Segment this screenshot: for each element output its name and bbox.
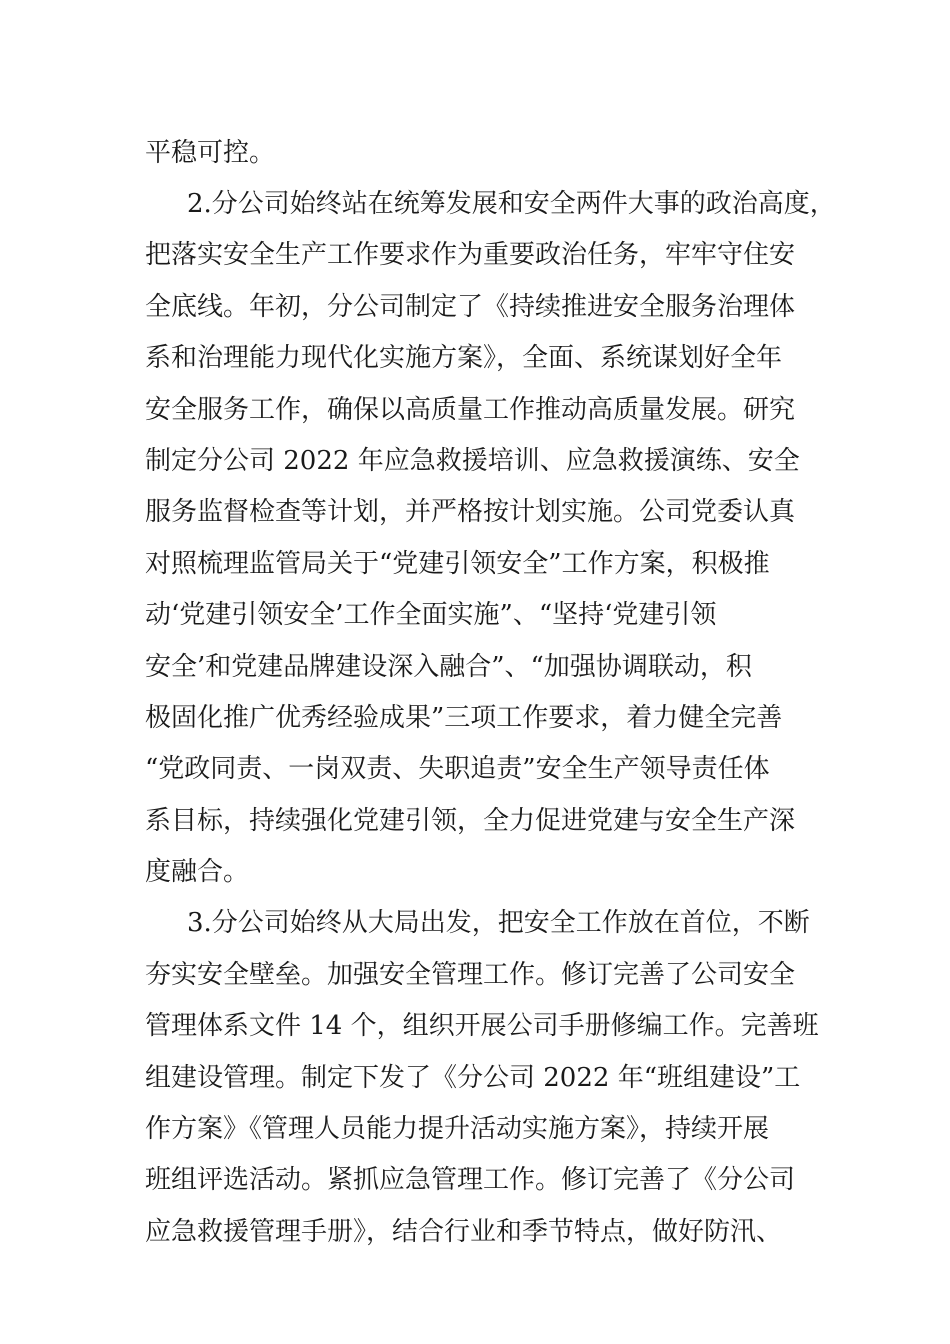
text-line: 管理体系文件 14 个，组织开展公司手册修编工作。完善班 [145, 1011, 819, 1041]
text-line: 应急救援管理手册》，结合行业和季节特点，做好防汛、 [145, 1217, 783, 1247]
text-line: 班组评选活动。紧抓应急管理工作。修订完善了《分公司 [145, 1165, 796, 1195]
text-line: 动‘党建引领安全’工作全面实施”、“坚持‘党建引领 [145, 600, 717, 630]
text-line: 极固化推广优秀经验成果”三项工作要求，着力健全完善 [145, 703, 783, 733]
text-line: 组建设管理。制定下发了《分公司 2022 年“班组建设”工 [145, 1063, 801, 1093]
text-line: 度融合。 [145, 857, 250, 887]
paragraph-2-first-line: 2.分公司始终站在统筹发展和安全两件大事的政治高度， [187, 189, 836, 219]
text-line: 服务监督检查等计划，并严格按计划实施。公司党委认真 [145, 497, 796, 527]
text-line: “党政同责、一岗双责、失职追责”安全生产领导责任体 [145, 754, 770, 784]
text-line: 平稳可控。 [145, 138, 276, 168]
text-line: 对照梳理监管局关于“党建引领安全”工作方案，积极推 [145, 549, 770, 579]
text-line: 把落实安全生产工作要求作为重要政治任务，牢牢守住安 [145, 240, 796, 270]
text-line: 安全服务工作，确保以高质量工作推动高质量发展。研究 [145, 395, 796, 425]
text-line: 制定分公司 2022 年应急救援培训、应急救援演练、安全 [145, 446, 800, 476]
text-line: 安全’和党建品牌建设深入融合”、“加强协调联动，积 [145, 652, 752, 682]
text-line: 系和治理能力现代化实施方案》，全面、系统谋划好全年 [145, 343, 783, 373]
text-line: 夯实安全壁垒。加强安全管理工作。修订完善了公司安全 [145, 960, 796, 990]
paragraph-3-first-line: 3.分公司始终从大局出发，把安全工作放在首位，不断 [187, 908, 810, 938]
text-line: 全底线。年初，分公司制定了《持续推进安全服务治理体 [145, 292, 796, 322]
text-line: 作方案》《管理人员能力提升活动实施方案》，持续开展 [145, 1114, 770, 1144]
text-line: 系目标，持续强化党建引领，全力促进党建与安全生产深 [145, 806, 796, 836]
